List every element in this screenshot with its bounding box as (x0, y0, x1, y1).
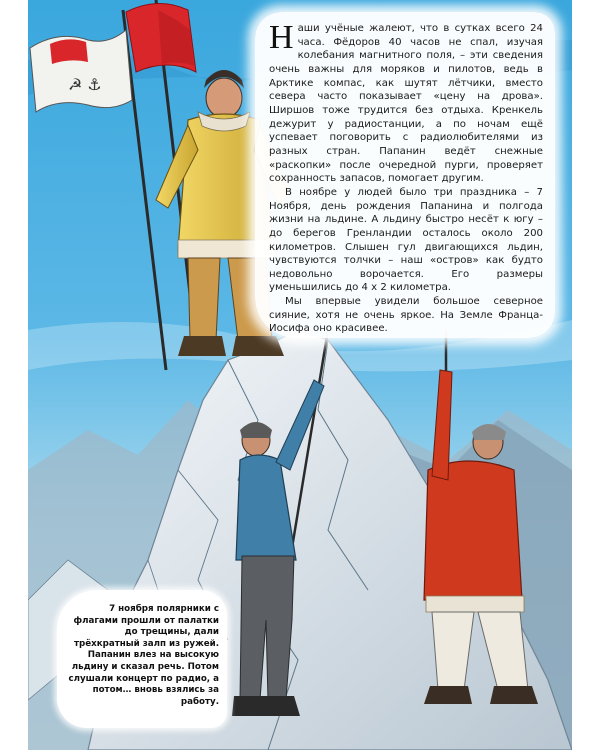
caption-text: 7 ноября полярники с флагами прошли от палатки до трещины, дали трёхкратный залп из ружей. Папанин влез на высокую льдину и сказал речь. Потом слушали концерт по радио, а потом… вновь взялись за работу. (68, 604, 219, 707)
paragraph-1 (269, 19, 543, 186)
drop-cap: Н (269, 19, 294, 56)
naval-flag-emblem: ☭ ⚓ (68, 75, 102, 94)
illustration-caption (57, 590, 227, 728)
paragraph-3: Мы впервые увидели большое северное сияние, хотя не очень яркое. На Земле Франца-Иосифа оно красивее. (269, 296, 543, 335)
paragraph-2: В ноябре у людей было три праздника – 7 Ноября, день рождения Папанина и полгода жизни на льдине. А льдину быстро несёт к югу – до берегов Гренландии осталось около 200 километров. Слышен гул двигающихся льдин, чувствуются толчки – наш «остров» как будто недовольно ворочается. Его размеры уменьшились до 4 х 2 километра. (269, 186, 543, 294)
article-text-block (255, 12, 555, 338)
paragraph-1-text: аши учёные жалеют, что в сутках всего 24 часа. Фёдоров 40 часов не спал, изучая колебания магнитного поля, – эти сведения очень важны для моряков и пилотов, ведь в Арктике компас, как шутят лётчики, вместо севера часто показывает «цену на дрова». Ширшов тоже трудится без отдыха. Кренкель дежурит у радиостанции, а по ночам ещё успевает поговорить с радиолюбителями из разных стран. Папанин ведёт снежные «раскопки» после очередной пурги, проверяет сохранность запасов, помогает другим. (269, 23, 543, 185)
